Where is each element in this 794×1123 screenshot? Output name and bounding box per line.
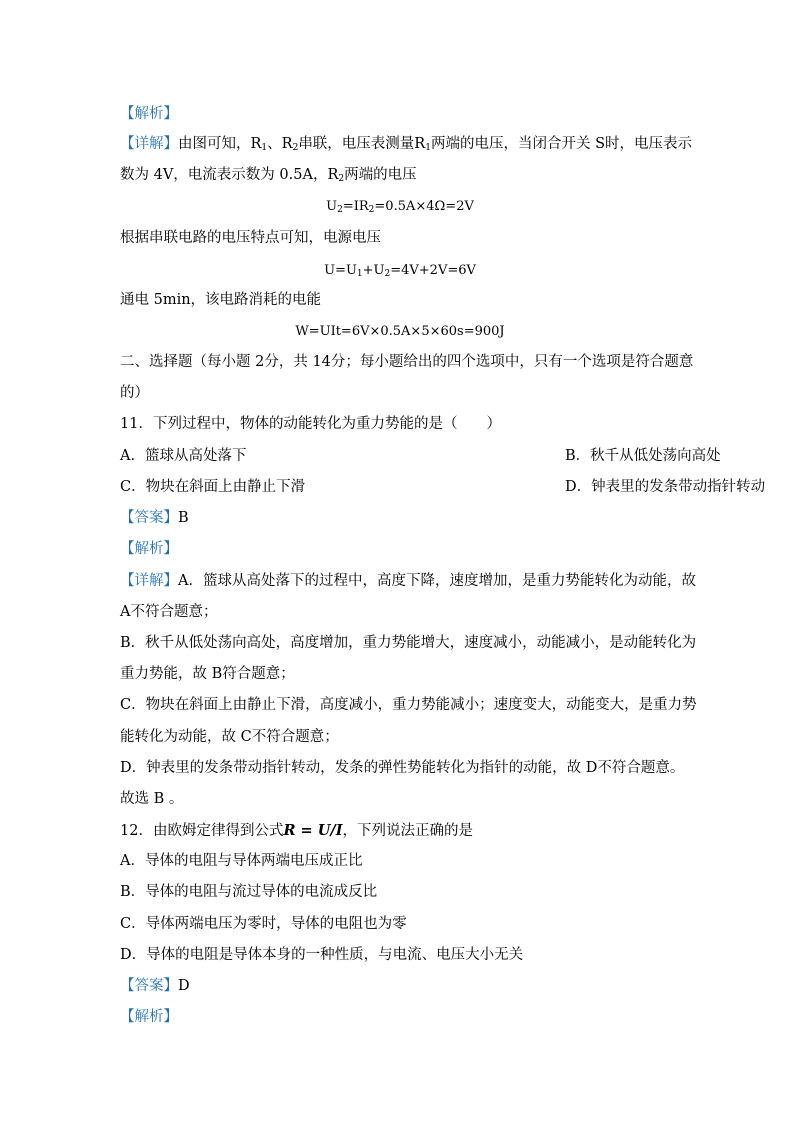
subscript: 1 [261, 143, 268, 153]
q12-option-a: A．导体的电阻与导体两端电压成正比 [120, 853, 363, 869]
q12-option-b: B．导体的电阻与流过导体的电流成反比 [120, 884, 378, 900]
text: =0.5A×4Ω=2V [374, 199, 474, 214]
text: U [326, 199, 338, 214]
text: ，下列说法正确的是 [342, 823, 473, 839]
subscript: 1 [425, 143, 431, 153]
q11-detail-1 [120, 571, 696, 591]
q12-answer-value: D [178, 978, 190, 994]
q11-detail-3: B．秋千从低处荡向高处，高度增加，重力势能增大，速度减小，动能减小，是动能转化为 [120, 635, 697, 651]
equation-u2 [120, 197, 680, 217]
subscript: 2 [337, 205, 343, 215]
q11-detail-5: C．物块在斜面上由静止下滑，高度减小，重力势能减小；速度变大，动能变大，是重力势 [120, 697, 697, 713]
analysis-tag-1: 【解析】 [120, 106, 178, 122]
text: +U [362, 263, 385, 278]
q11-option-b: B．秋千从低处荡向高处 [565, 448, 721, 464]
subscript: 2 [338, 174, 345, 184]
subscript: 1 [356, 269, 363, 279]
text: 由图可知，R [178, 136, 262, 152]
q11-option-c: C．物块在斜面上由静止下滑 [120, 479, 306, 495]
q11-option-d: D．钟表里的发条带动指针转动 [565, 479, 766, 495]
q11-answer-value: B [178, 510, 189, 526]
q11-options-row-1 [120, 446, 721, 466]
text: =IR [342, 199, 369, 214]
detail-line-4: 通电 5min，该电路消耗的电能 [120, 292, 322, 308]
text: 串联，电压表测量R [298, 136, 426, 152]
q11-answer [120, 508, 680, 528]
answer-tag: 【答案】 [120, 510, 178, 526]
subscript: 2 [368, 205, 375, 215]
text: =4V+2V=6V [390, 263, 476, 278]
q11-option-a: A．篮球从高处落下 [120, 448, 247, 464]
section-2-heading-cont: 的） [120, 385, 149, 401]
equation-u [120, 261, 680, 281]
detail-line-1 [120, 134, 693, 154]
text: 两端的电压，当闭合开关 S时，电压表示 [430, 136, 693, 152]
analysis-tag-3: 【解析】 [120, 1009, 178, 1025]
q12-answer [120, 976, 680, 996]
text: U=U [324, 263, 357, 278]
q11-stem: 11．下列过程中，物体的动能转化为重力势能的是（ ） [120, 416, 501, 432]
text: 、R [267, 136, 293, 152]
subscript: 2 [384, 269, 391, 279]
q12-option-d: D．导体的电阻是导体本身的一种性质，与电流、电压大小无关 [120, 947, 524, 963]
ohm-formula: R = U/I [283, 822, 343, 839]
q11-detail-7: D．钟表里的发条带动指针转动，发条的弹性势能转化为指针的动能，故 D不符合题意。 [120, 760, 685, 776]
equation-w: W=UIt=6V×0.5A×5×60s=900J [295, 324, 505, 339]
analysis-tag-2: 【解析】 [120, 541, 178, 557]
detail-tag-2: 【详解】 [120, 573, 178, 589]
q11-detail-6: 能转化为动能，故 C不符合题意； [120, 729, 339, 745]
text: A．篮球从高处落下的过程中，高度下降，速度增加，是重力势能转化为动能，故 [178, 573, 696, 589]
text: 数为 4V，电流表示数为 0.5A，R [120, 167, 339, 183]
text: 12．由欧姆定律得到公式 [120, 823, 284, 839]
q11-options-row-2 [120, 477, 766, 497]
section-2-heading: 二、选择题（每小题 2分，共 14分；每小题给出的四个选项中，只有一个选项是符合题意 [120, 354, 694, 370]
q12-stem [120, 821, 680, 841]
detail-line-2 [120, 165, 680, 185]
detail-tag-1: 【详解】 [120, 136, 178, 152]
subscript: 2 [292, 143, 299, 153]
q11-detail-2: A不符合题意； [120, 604, 218, 620]
answer-tag-2: 【答案】 [120, 978, 178, 994]
q11-conclusion: 故选 B 。 [120, 791, 184, 807]
detail-line-3: 根据串联电路的电压特点可知，电源电压 [120, 230, 381, 246]
text: 两端的电压 [344, 167, 417, 183]
q12-option-c: C．导体两端电压为零时，导体的电阻也为零 [120, 916, 407, 932]
q11-detail-4: 重力势能，故 B符合题意； [120, 666, 295, 682]
